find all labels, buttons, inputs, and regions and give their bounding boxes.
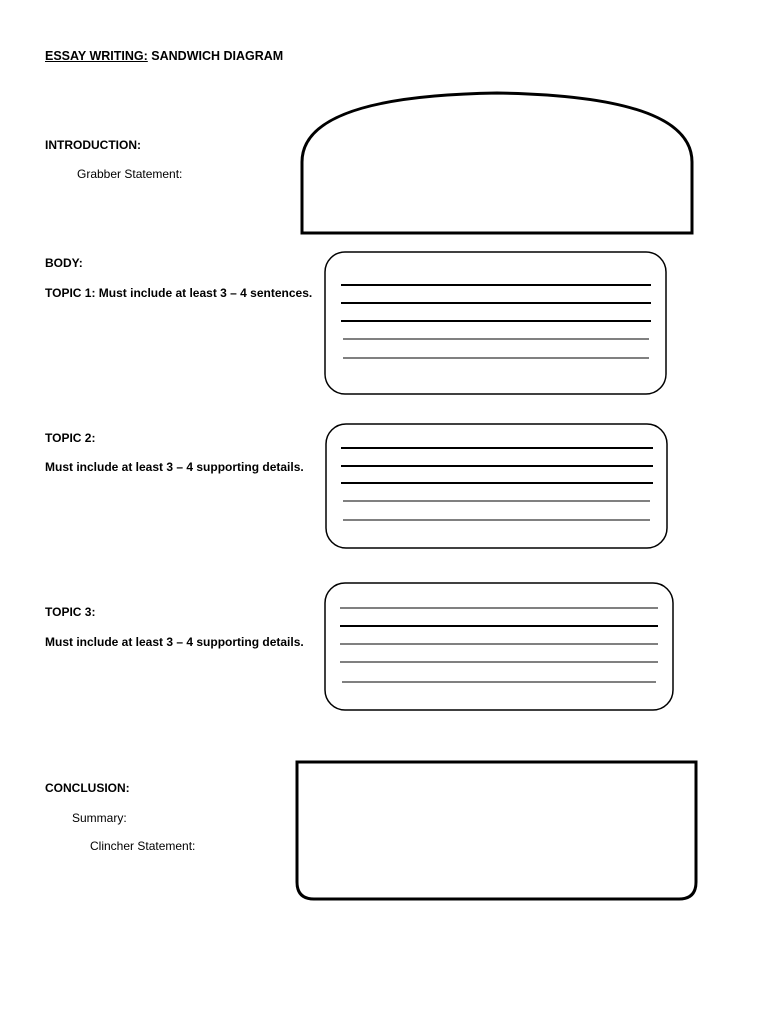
grabber-statement-label: Grabber Statement: [77, 167, 183, 181]
introduction-heading: INTRODUCTION: [45, 138, 141, 152]
topic-3-detail: Must include at least 3 – 4 supporting details. [45, 635, 304, 649]
title-rest: SANDWICH DIAGRAM [147, 49, 284, 63]
topic-3-box [325, 583, 673, 710]
conclusion-heading: CONCLUSION: [45, 781, 130, 795]
topic-3-heading: TOPIC 3: [45, 605, 96, 619]
body-heading: BODY: [45, 256, 83, 270]
topic-2-detail: Must include at least 3 – 4 supporting details. [45, 460, 304, 474]
bottom-bun-shape [297, 762, 696, 899]
title-label: ESSAY WRITING: [45, 49, 148, 63]
topic-1-box [325, 252, 666, 394]
topic-1-label: TOPIC 1: Must include at least 3 – 4 sentences. [45, 286, 313, 300]
clincher-statement-label: Clincher Statement: [90, 839, 196, 853]
topic-2-heading: TOPIC 2: [45, 431, 96, 445]
top-bun-shape [302, 93, 692, 233]
summary-label: Summary: [72, 811, 127, 825]
topic-2-box [326, 424, 667, 548]
